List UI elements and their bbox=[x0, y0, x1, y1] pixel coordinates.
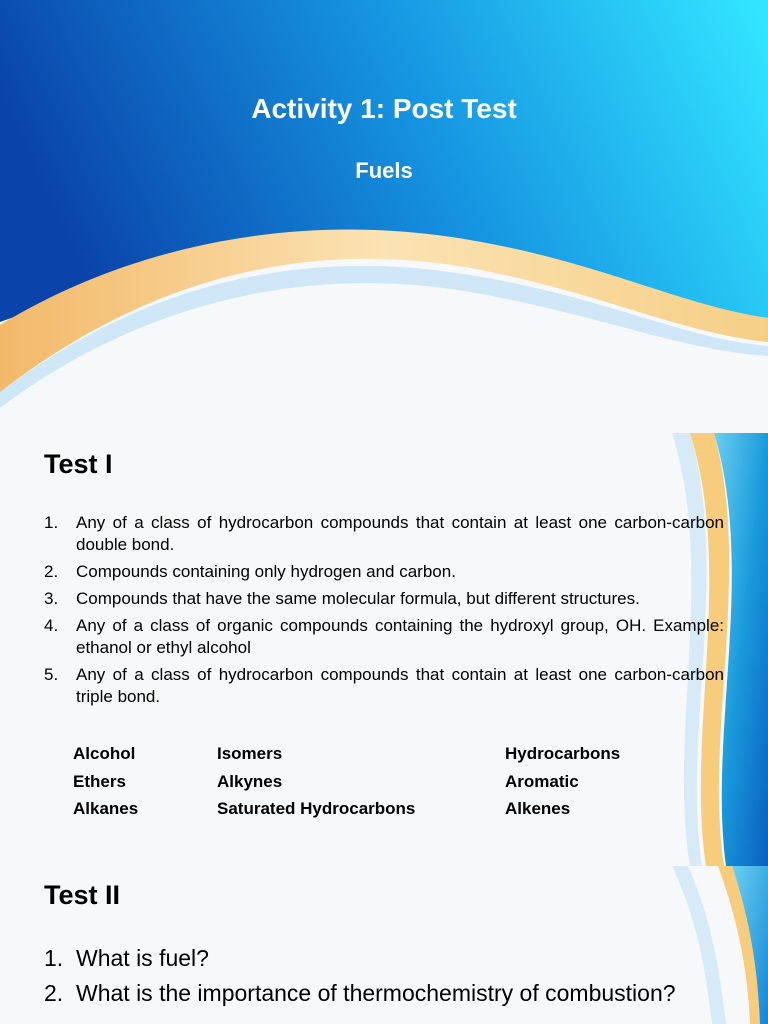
choice-row bbox=[73, 795, 665, 823]
question-list bbox=[44, 945, 684, 1015]
test-one-slide bbox=[0, 433, 768, 866]
list-item: 4. Any of a class of organic compounds containing the hydroxyl group, OH. Example: ethanol or ethyl alcohol bbox=[44, 616, 724, 657]
list-item: 3. Compounds that have the same molecular formula, but different structures. bbox=[44, 589, 640, 608]
choice: Alkanes bbox=[73, 799, 139, 818]
choice: Alcohol bbox=[73, 744, 136, 763]
choice: Alkynes bbox=[217, 771, 283, 791]
list-item: 1. What is fuel? bbox=[44, 945, 209, 971]
section-heading: Test II bbox=[44, 880, 121, 910]
list-item: 5. Any of a class of hydrocarbon compounds that contain at least one carbon-carbon triple bond. bbox=[44, 665, 724, 706]
choice: Alkenes bbox=[505, 799, 571, 818]
choice: Isomers bbox=[217, 744, 283, 763]
section-heading: Test I bbox=[44, 449, 113, 479]
choice: Aromatic bbox=[505, 771, 579, 791]
choice: Hydrocarbons bbox=[505, 744, 621, 763]
definition-list bbox=[44, 512, 724, 713]
choice: Ethers bbox=[73, 771, 126, 791]
answer-choices bbox=[73, 740, 665, 823]
slide-subtitle: Fuels bbox=[355, 158, 413, 183]
slide-title: Activity 1: Post Test bbox=[251, 93, 517, 124]
choice: Saturated Hydrocarbons bbox=[217, 799, 416, 818]
test-two-slide bbox=[0, 866, 768, 1024]
title-slide bbox=[0, 0, 768, 433]
choice-row bbox=[73, 740, 665, 768]
list-item: 2. What is the importance of thermochemistry of combustion? bbox=[44, 980, 676, 1006]
title-slide-background bbox=[0, 0, 768, 433]
choice-row bbox=[73, 768, 665, 796]
list-item: 2. Compounds containing only hydrogen and carbon. bbox=[44, 562, 456, 581]
list-item: 1. Any of a class of hydrocarbon compounds that contain at least one carbon-carbon double bond. bbox=[44, 513, 724, 554]
